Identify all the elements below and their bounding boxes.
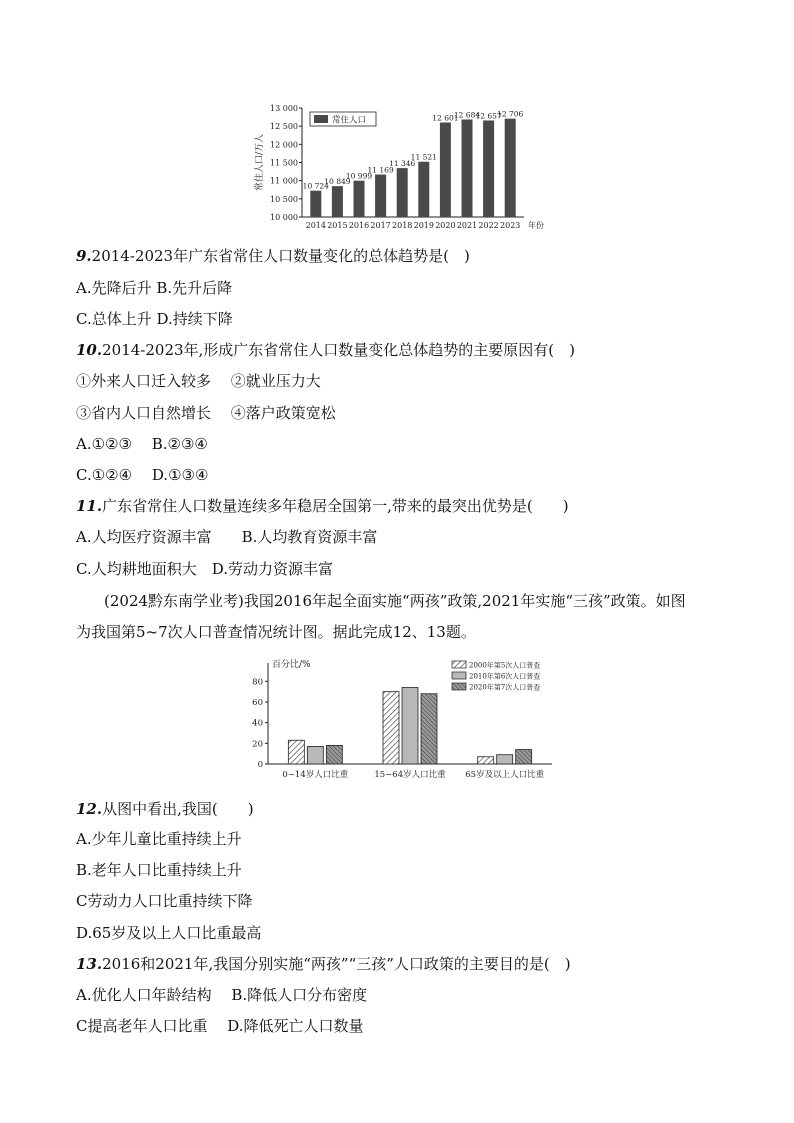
bar	[421, 694, 437, 764]
data-label: 12 601	[432, 113, 459, 123]
data-label: 12 657	[475, 111, 502, 121]
x-tick-label: 2017	[370, 221, 391, 230]
bar	[310, 191, 321, 217]
intro-line-2: 为我国第5~7次人口普查情况统计图。据此完成12、13题。	[76, 623, 476, 641]
data-label: 10 849	[324, 177, 351, 187]
option-line: ①外来人口迁入较多 ②就业压力大	[76, 372, 321, 390]
legend-swatch	[314, 115, 328, 123]
x-tick-label: 2020	[435, 221, 456, 230]
bar	[516, 750, 532, 764]
y-tick-label: 80	[252, 677, 263, 688]
option-line: C.①②④ D.①③④	[76, 466, 209, 484]
intro-line-1: (2024黔东南学业考)我国2016年起全面实施“两孩”政策,2021年实施“三孩”政策。如图	[104, 592, 686, 610]
bar	[462, 119, 473, 217]
question-number: 13.	[76, 955, 103, 973]
data-label: 10 999	[345, 171, 373, 181]
x-tick-label: 15~64岁人口比重	[374, 770, 446, 780]
legend-swatch	[452, 661, 466, 668]
question-stem: 广东省常住人口数量连续多年稳居全国第一,带来的最突出优势是( )	[102, 497, 569, 515]
bar	[505, 119, 516, 217]
y-tick-label: 10 500	[270, 194, 298, 204]
y-tick-label: 11 000	[270, 176, 298, 186]
census-bar-chart	[246, 655, 558, 785]
option-line: A.优化人口年龄结构 B.降低人口分布密度	[76, 986, 368, 1004]
question-11	[76, 496, 569, 516]
option-line: C.人均耕地面积大 D.劳动力资源丰富	[76, 560, 333, 578]
question-number: 11.	[76, 497, 103, 515]
option-line: C.总体上升 D.持续下降	[76, 310, 233, 328]
question-number: 12.	[76, 800, 103, 818]
question-9	[76, 246, 470, 266]
bar	[288, 740, 304, 764]
question-13	[76, 954, 571, 974]
y-tick-label: 12 000	[270, 140, 298, 150]
option-line: C劳动力人口比重持续下降	[76, 892, 253, 910]
bar	[440, 122, 451, 217]
x-tick-label: 2019	[413, 221, 434, 230]
x-axis-label: 年份	[528, 221, 544, 230]
y-tick-label: 20	[252, 739, 263, 750]
option-line: D.65岁及以上人口比重最高	[76, 924, 262, 942]
option-line: C提高老年人口比重 D.降低死亡人口数量	[76, 1017, 364, 1035]
option-line: A.少年儿童比重持续上升	[76, 830, 242, 848]
bar	[497, 755, 513, 764]
y-tick-label: 13 000	[270, 104, 298, 113]
bar	[326, 745, 342, 764]
y-tick-label: 60	[252, 698, 263, 708]
legend-label: 2020年第7次人口普查	[469, 683, 541, 692]
bar	[418, 162, 429, 217]
question-12	[76, 799, 254, 819]
y-axis-label: 百分比/%	[272, 660, 311, 670]
data-label: 12 684	[453, 110, 481, 120]
x-tick-label: 2018	[392, 221, 413, 230]
bar	[402, 688, 418, 764]
data-label: 11 346	[389, 159, 416, 169]
option-line: A.人均医疗资源丰富 B.人均教育资源丰富	[76, 528, 378, 546]
legend-label: 常住人口	[332, 115, 367, 126]
bar	[478, 757, 494, 764]
x-tick-label: 2023	[500, 221, 521, 230]
legend-swatch	[452, 683, 466, 690]
legend-label: 2010年第6次人口普查	[469, 672, 541, 681]
x-tick-label: 2015	[327, 221, 348, 230]
x-tick-label: 2022	[478, 221, 499, 230]
bar	[332, 186, 343, 217]
bar	[383, 692, 399, 764]
x-tick-label: 2014	[305, 221, 326, 230]
bar	[375, 175, 386, 217]
question-10	[76, 340, 575, 360]
population-bar-chart	[252, 100, 546, 232]
x-tick-label: 65岁及以上人口比重	[465, 770, 545, 780]
question-stem: 从图中看出,我国( )	[102, 800, 254, 818]
option-line: ③省内人口自然增长 ④落户政策宽松	[76, 404, 336, 422]
option-line: A.先降后升 B.先升后降	[76, 279, 233, 297]
y-tick-label: 10 000	[270, 213, 298, 222]
y-tick-label: 0	[257, 760, 263, 770]
x-tick-label: 2016	[348, 221, 370, 230]
question-number: 9.	[76, 247, 92, 265]
question-stem: 2016和2021年,我国分别实施“两孩”“三孩”人口政策的主要目的是( )	[102, 955, 571, 973]
bar	[483, 120, 494, 217]
bar	[354, 181, 365, 217]
data-label: 11 521	[410, 152, 437, 162]
option-line: B.老年人口比重持续上升	[76, 861, 242, 879]
data-label: 12 706	[497, 109, 524, 119]
data-label: 10 724	[302, 181, 329, 191]
data-label: 11 169	[367, 165, 394, 175]
y-tick-label: 40	[252, 718, 263, 729]
bar	[307, 746, 323, 764]
y-tick-label: 12 500	[270, 122, 298, 132]
x-tick-label: 2021	[456, 221, 478, 230]
option-line: A.①②③ B.②③④	[76, 435, 208, 453]
question-stem: 2014-2023年,形成广东省常住人口数量变化总体趋势的主要原因有( )	[102, 341, 576, 359]
y-tick-label: 11 500	[270, 158, 298, 168]
bar	[397, 168, 408, 217]
legend-label: 2000年第5次人口普查	[469, 661, 541, 670]
x-tick-label: 0~14岁人口比重	[282, 770, 349, 780]
legend-swatch	[452, 672, 466, 679]
question-number: 10.	[76, 341, 103, 359]
y-axis-label: 常住人口/万人	[255, 133, 265, 192]
question-stem: 2014-2023年广东省常住人口数量变化的总体趋势是( )	[91, 247, 470, 265]
